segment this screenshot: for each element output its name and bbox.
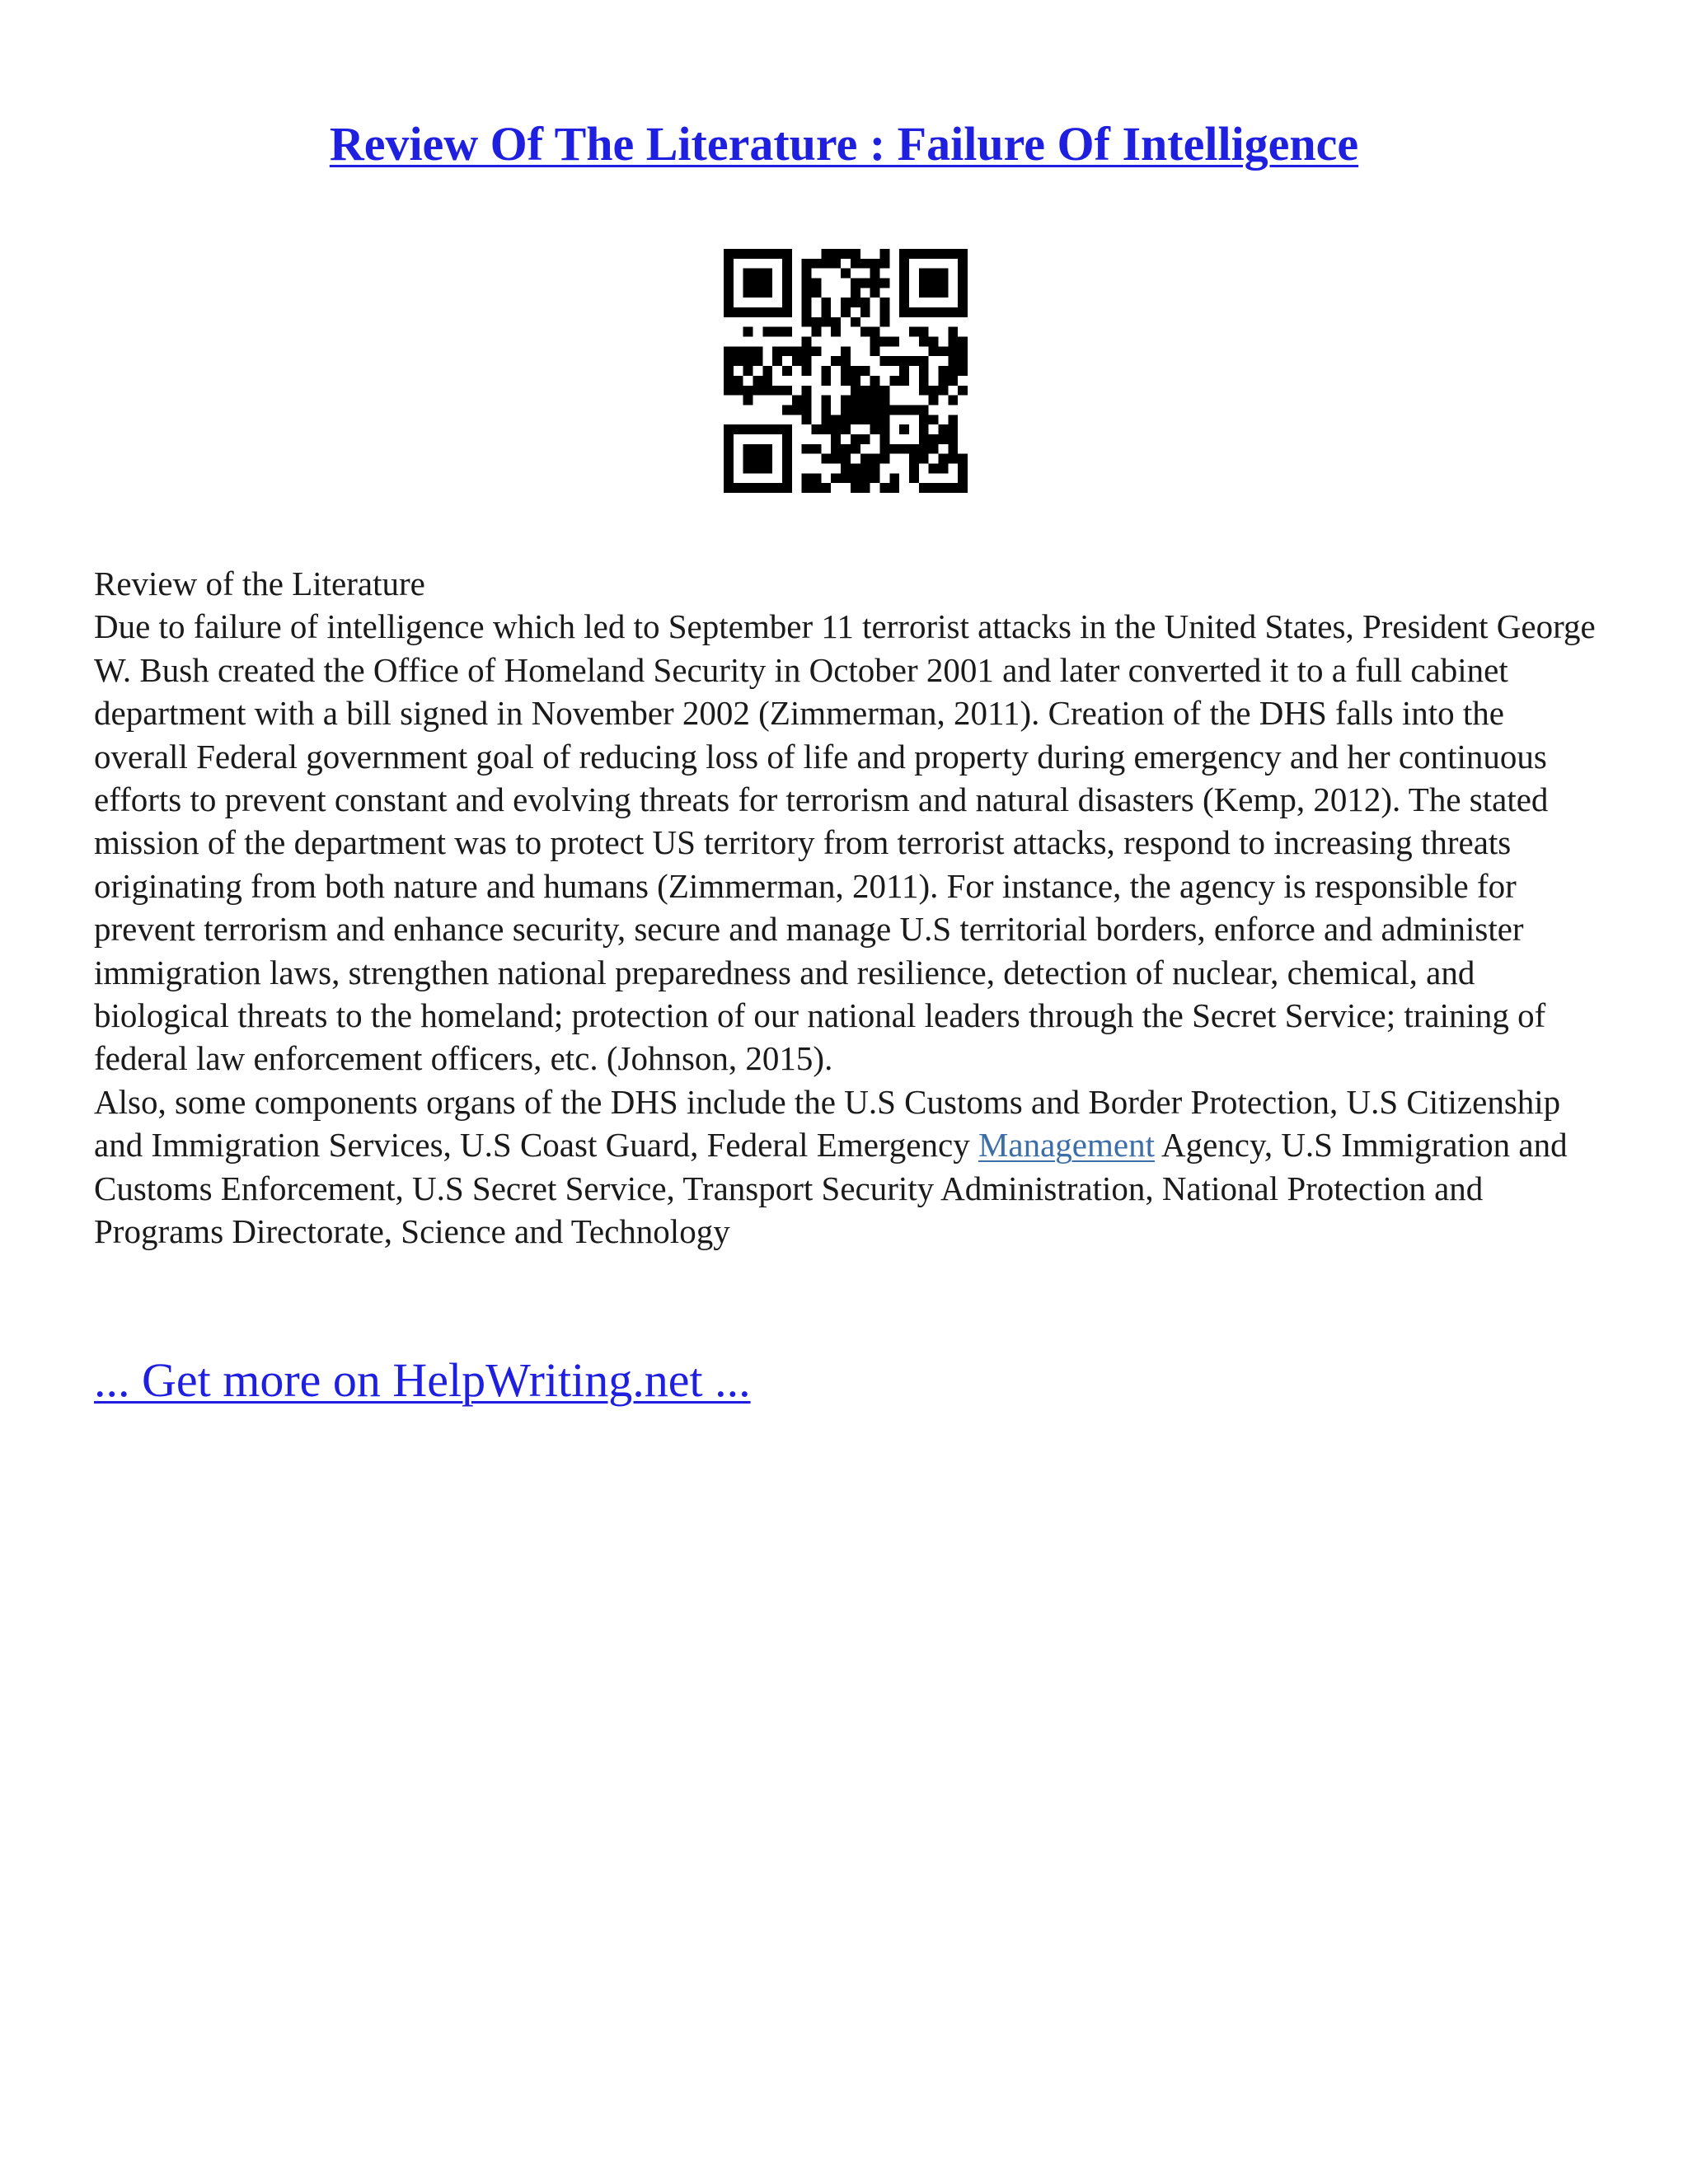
get-more-container [94, 1352, 751, 1409]
management-link[interactable]: Management [978, 1126, 1155, 1165]
qr-code-icon [724, 249, 968, 493]
qr-code-graphic [724, 249, 968, 493]
paragraph-2-text-end: Agency, U.S Immigration and Customs Enforcement, U.S Secret Service, Transport Security Administration, National Protection and Programs Directorate, Science and Technology [94, 1126, 1568, 1251]
paragraph-2-text-start: Also, some components organs of the DHS include the U.S Customs and Border Protection, U.S Citizenship and Immigration Services, U.S Coast Guard, Federal Emergency [94, 1082, 1561, 1165]
title-link[interactable]: Review Of The Literature : Failure Of Intelligence [329, 117, 1359, 171]
section-heading: Review of the Literature [94, 565, 425, 602]
get-more-link[interactable]: ... Get more on HelpWriting.net ... [94, 1353, 751, 1407]
article-body [94, 562, 1602, 1254]
page-title [0, 115, 1688, 173]
paragraph-1: Due to failure of intelligence which led to September 11 terrorist attacks in the United States, President George W. Bush created the Office of Homeland Security in October 2001 and later converted it to a full cabinet department with a bill signed in November 2002 (Zimmerman, 2011). Creation of the DHS falls into the overall Federal government goal of reducing loss of life and property during emergency and her continuous efforts to prevent constant and evolving threats for terrorism and natural disasters (Kemp, 2012). The stated mission of the department was to protect US territory from terrorist attacks, respond to increasing threats originating from both nature and humans (Zimmerman, 2011). For instance, the agency is responsible for prevent terrorism and enhance security, secure and manage U.S territorial borders, enforce and administer immigration laws, strengthen national preparedness and resilience, detection of nuclear, chemical, and biological threats to the homeland; protection of our national leaders through the Secret Service; training of federal law enforcement officers, etc. (Johnson, 2015). [94, 607, 1596, 1078]
paragraph-2 [94, 1080, 1602, 1254]
